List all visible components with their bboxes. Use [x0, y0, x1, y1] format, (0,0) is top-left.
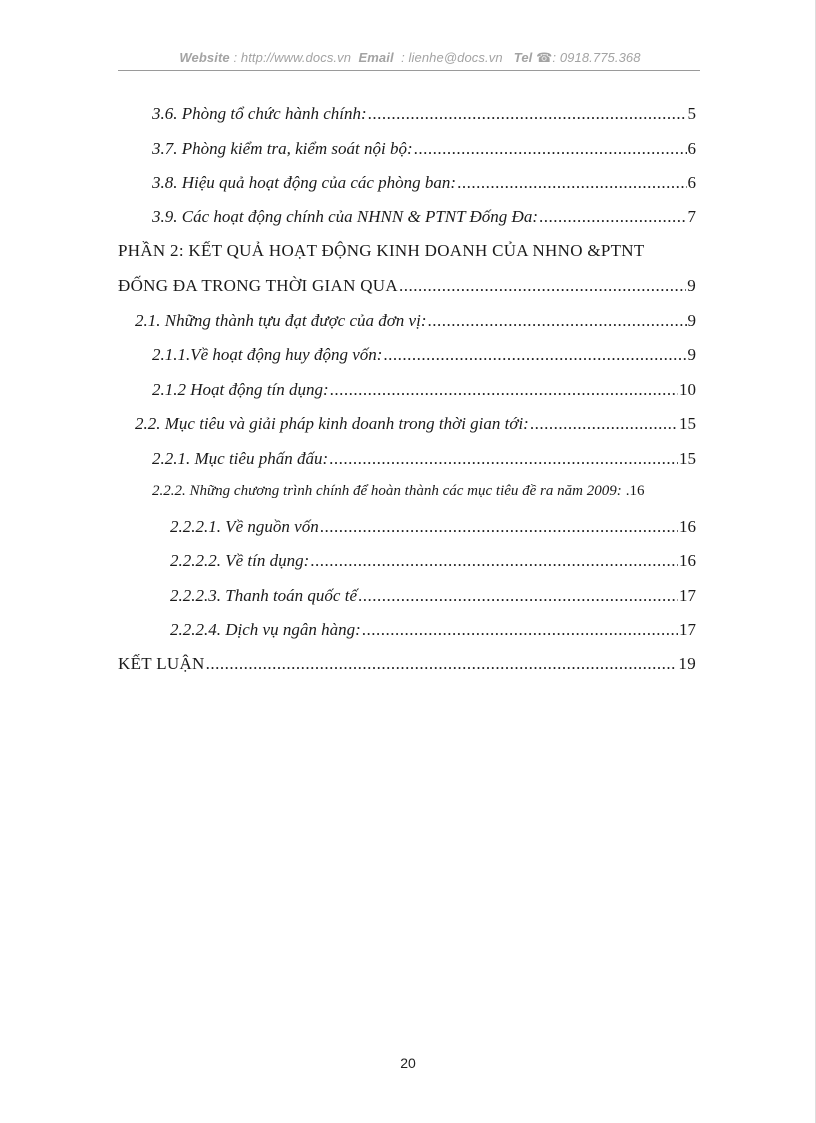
toc-entry[interactable] — [118, 276, 696, 296]
toc-leader — [539, 207, 687, 227]
toc-entry[interactable] — [135, 414, 696, 434]
toc-entry-page: 9 — [687, 311, 696, 330]
toc-entry-title: 3.8. Hiệu quả hoạt động của các phòng ban: — [152, 173, 457, 192]
toc-entry[interactable] — [170, 586, 696, 606]
toc-entry[interactable] — [135, 311, 696, 331]
toc-entry-page: 9 — [687, 345, 696, 364]
toc-entry[interactable] — [170, 620, 696, 640]
toc-entry[interactable] — [118, 654, 696, 674]
toc-leader — [362, 620, 678, 640]
toc-leader — [428, 311, 687, 331]
toc-entry-title: 3.7. Phòng kiểm tra, kiểm soát nội bộ: — [152, 139, 413, 158]
toc-entry-title: 2.1.1.Về hoạt động huy động vốn: — [152, 345, 383, 364]
toc-entry-title: 3.9. Các hoạt động chính của NHNN & PTNT Đống Đa: — [152, 207, 538, 226]
toc-entry-page: 15 — [679, 449, 696, 468]
website-label: Website — [179, 50, 230, 65]
toc-leader — [310, 551, 678, 571]
toc-entry-title: 2.2. Mục tiêu và giải pháp kinh doanh trong thời gian tới: — [135, 414, 529, 433]
toc-part-heading[interactable] — [118, 241, 696, 261]
toc-entry-page: 17 — [679, 620, 696, 639]
toc-entry[interactable] — [152, 449, 696, 469]
toc-entry-page: 19 — [678, 654, 696, 673]
toc-entry-page: 6 — [687, 173, 696, 192]
toc-leader — [368, 104, 687, 124]
toc-leader — [457, 173, 686, 193]
toc-leader — [330, 380, 678, 400]
toc-entry-title: 2.2.2.4. Dịch vụ ngân hàng: — [170, 620, 361, 639]
tel-label: Tel — [513, 50, 533, 65]
phone-icon: ☎ — [536, 50, 553, 65]
toc-entry-title: 3.6. Phòng tổ chức hành chính: — [152, 104, 367, 123]
header-divider — [118, 70, 700, 71]
toc-entry-page: 6 — [687, 139, 696, 158]
toc-entry[interactable] — [170, 517, 696, 537]
toc-leader — [358, 586, 678, 606]
toc-entry-page: .16 — [625, 483, 645, 499]
toc-entry-page: 16 — [679, 551, 696, 570]
toc-entry-page: 9 — [687, 276, 696, 295]
toc-entry-title: 2.1.2 Hoạt động tín dụng: — [152, 380, 329, 399]
toc-entry-title: 2.2.2.3. Thanh toán quốc tế — [170, 586, 357, 605]
toc-entry-page: 15 — [679, 414, 696, 433]
toc-leader — [383, 345, 686, 365]
toc-entry-page: 16 — [679, 517, 696, 536]
toc-entry[interactable] — [152, 139, 696, 159]
toc-leader — [329, 449, 678, 469]
toc-leader — [414, 139, 687, 159]
toc-leader — [206, 654, 678, 674]
toc-entry-title: ĐỐNG ĐA TRONG THỜI GIAN QUA — [118, 276, 398, 295]
toc-entry-title: 2.2.2.1. Về nguồn vốn — [170, 517, 319, 536]
toc-entry-page: 10 — [679, 380, 696, 399]
toc-entry-title: 2.1. Những thành tựu đạt được của đơn vị: — [135, 311, 427, 330]
page-header — [120, 50, 700, 66]
toc-leader — [320, 517, 678, 537]
toc-entry[interactable] — [152, 104, 696, 124]
toc-entry-title: 2.2.2. Những chương trình chính để hoàn thành các mục tiêu đề ra năm 2009: — [152, 483, 622, 499]
toc-entry[interactable] — [152, 173, 696, 193]
toc-entry-page: 7 — [687, 207, 696, 226]
toc-entry[interactable] — [152, 345, 696, 365]
page-number: 20 — [400, 1055, 416, 1071]
toc-leader — [530, 414, 678, 434]
toc-entry-title: 2.2.2.2. Về tín dụng: — [170, 551, 310, 570]
toc-entry-page: 5 — [687, 104, 696, 123]
toc-entry-page: 17 — [679, 586, 696, 605]
email-value: : lienhe@docs.vn — [401, 50, 503, 65]
tel-value: : 0918.775.368 — [552, 50, 641, 65]
toc-entry-title: 2.2.1. Mục tiêu phấn đấu: — [152, 449, 329, 468]
toc-entry[interactable] — [152, 207, 696, 227]
toc-entry-title: KẾT LUẬN — [118, 654, 205, 673]
toc-entry[interactable] — [152, 483, 696, 500]
website-value: : http://www.docs.vn — [233, 50, 352, 65]
toc-leader — [399, 276, 686, 296]
toc-part-title: PHẦN 2: KẾT QUẢ HOẠT ĐỘNG KINH DOANH CỦA NHNO &PTNT — [118, 241, 645, 260]
email-label: Email — [358, 50, 394, 65]
toc-entry[interactable] — [170, 551, 696, 571]
toc-entry[interactable] — [152, 380, 696, 400]
